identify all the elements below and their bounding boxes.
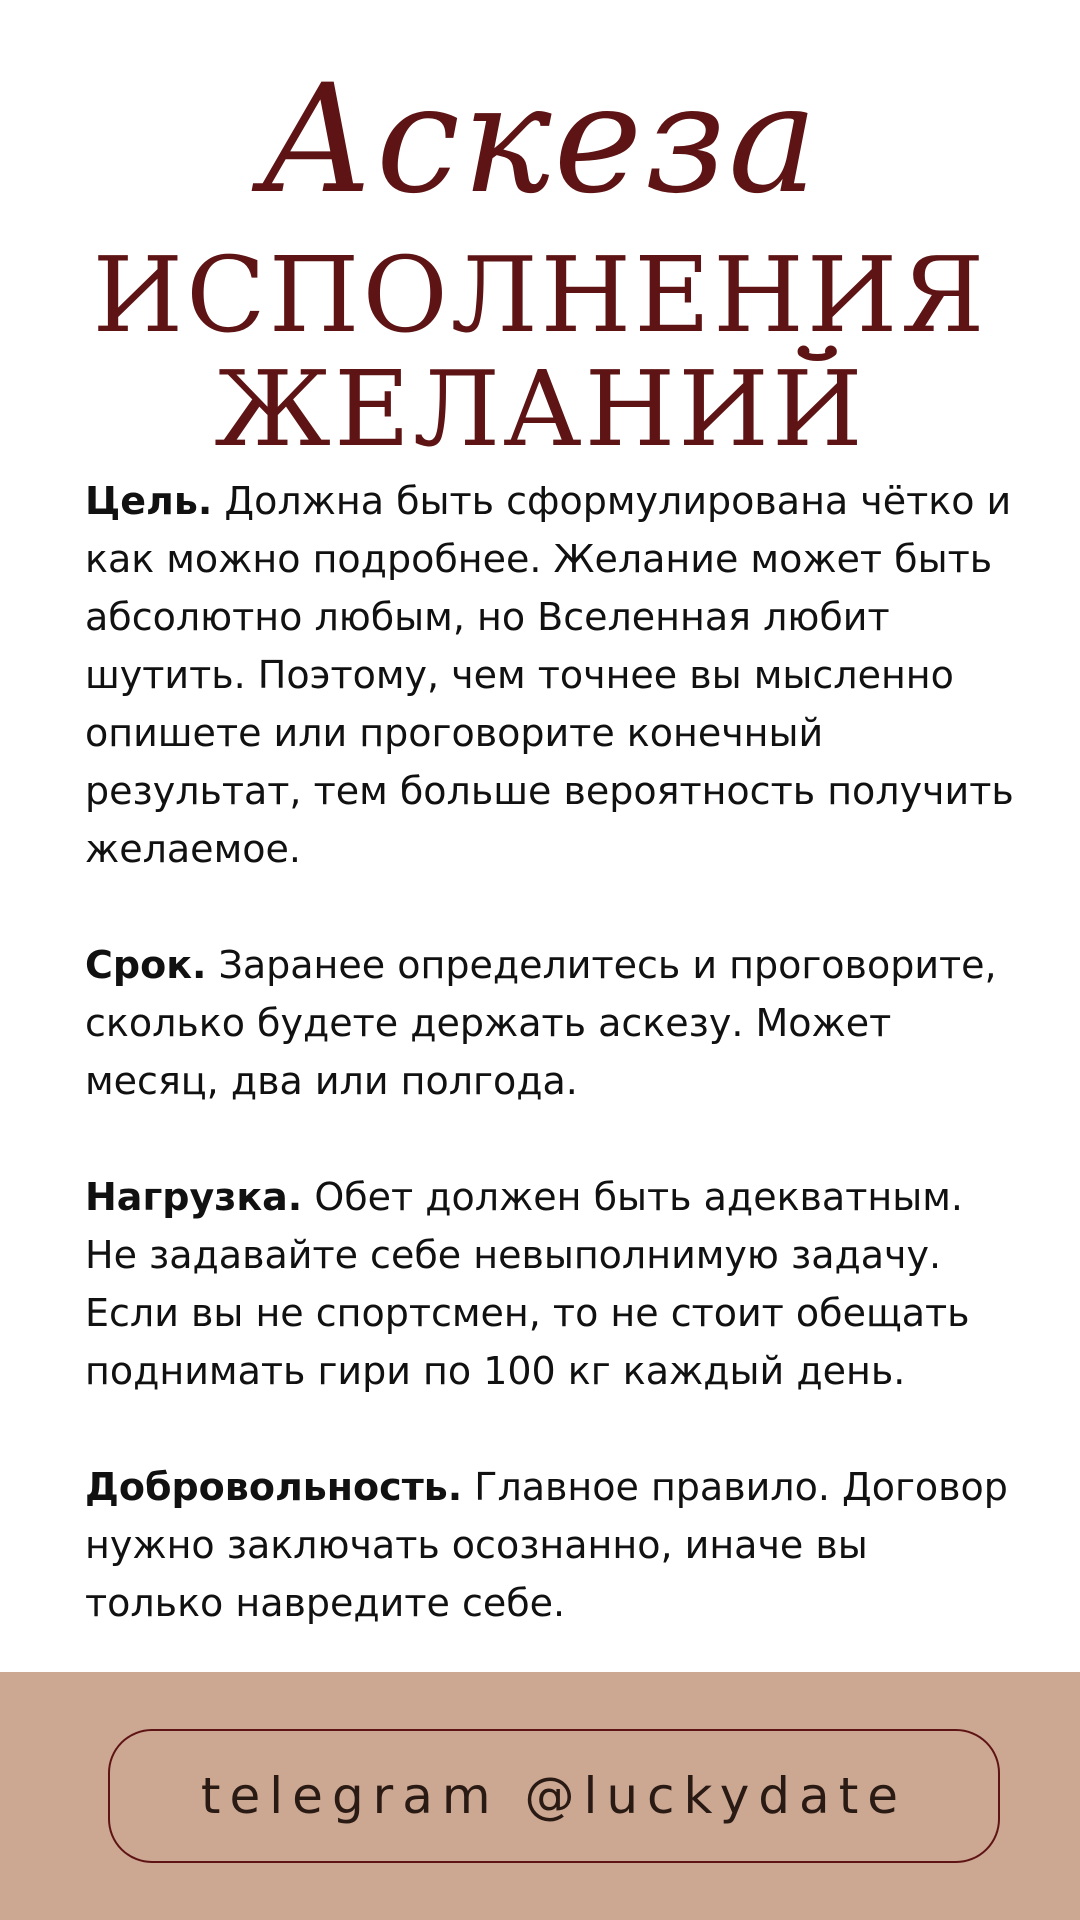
rules-text xyxy=(85,472,1015,1690)
section-label: Цель. xyxy=(85,479,213,523)
page-title xyxy=(0,234,1080,470)
section-voluntary xyxy=(85,1458,1015,1632)
section-label: Нагрузка. xyxy=(85,1175,303,1219)
telegram-handle-button[interactable]: telegram @luckydate xyxy=(108,1729,1000,1863)
section-label: Срок. xyxy=(85,943,207,987)
page-title-line-1: ИСПОЛНЕНИЯ xyxy=(92,234,988,356)
page-title-line-2: ЖЕЛАНИЙ xyxy=(214,348,866,470)
section-text: Заранее определитесь и проговорите, сколько будете держать аскезу. Может месяц, два или полгода. xyxy=(85,943,997,1103)
section-text: Должна быть сформулирована чётко и как можно подробнее. Желание может быть абсолютно любым, но Вселенная любит шутить. Поэтому, чем точнее вы мысленно опишете или проговорите конечный результат, тем больше вероятность получить желаемое. xyxy=(85,479,1014,871)
section-text: Главное правило. Договор нужно заключать осознанно, иначе вы только навредите себе. xyxy=(85,1465,1008,1625)
section-text: Обет должен быть адекватным. Не задавайте себе невыполнимую задачу. Если вы не спортсмен, то не стоит обещать поднимать гири по 100 кг каждый день. xyxy=(85,1175,970,1393)
page-title-script: Аскеза xyxy=(260,53,820,227)
section-label: Добровольность. xyxy=(85,1465,463,1509)
footer-bar xyxy=(0,1672,1080,1920)
section-load xyxy=(85,1168,1015,1400)
section-term xyxy=(85,936,1015,1110)
section-goal xyxy=(85,472,1015,878)
